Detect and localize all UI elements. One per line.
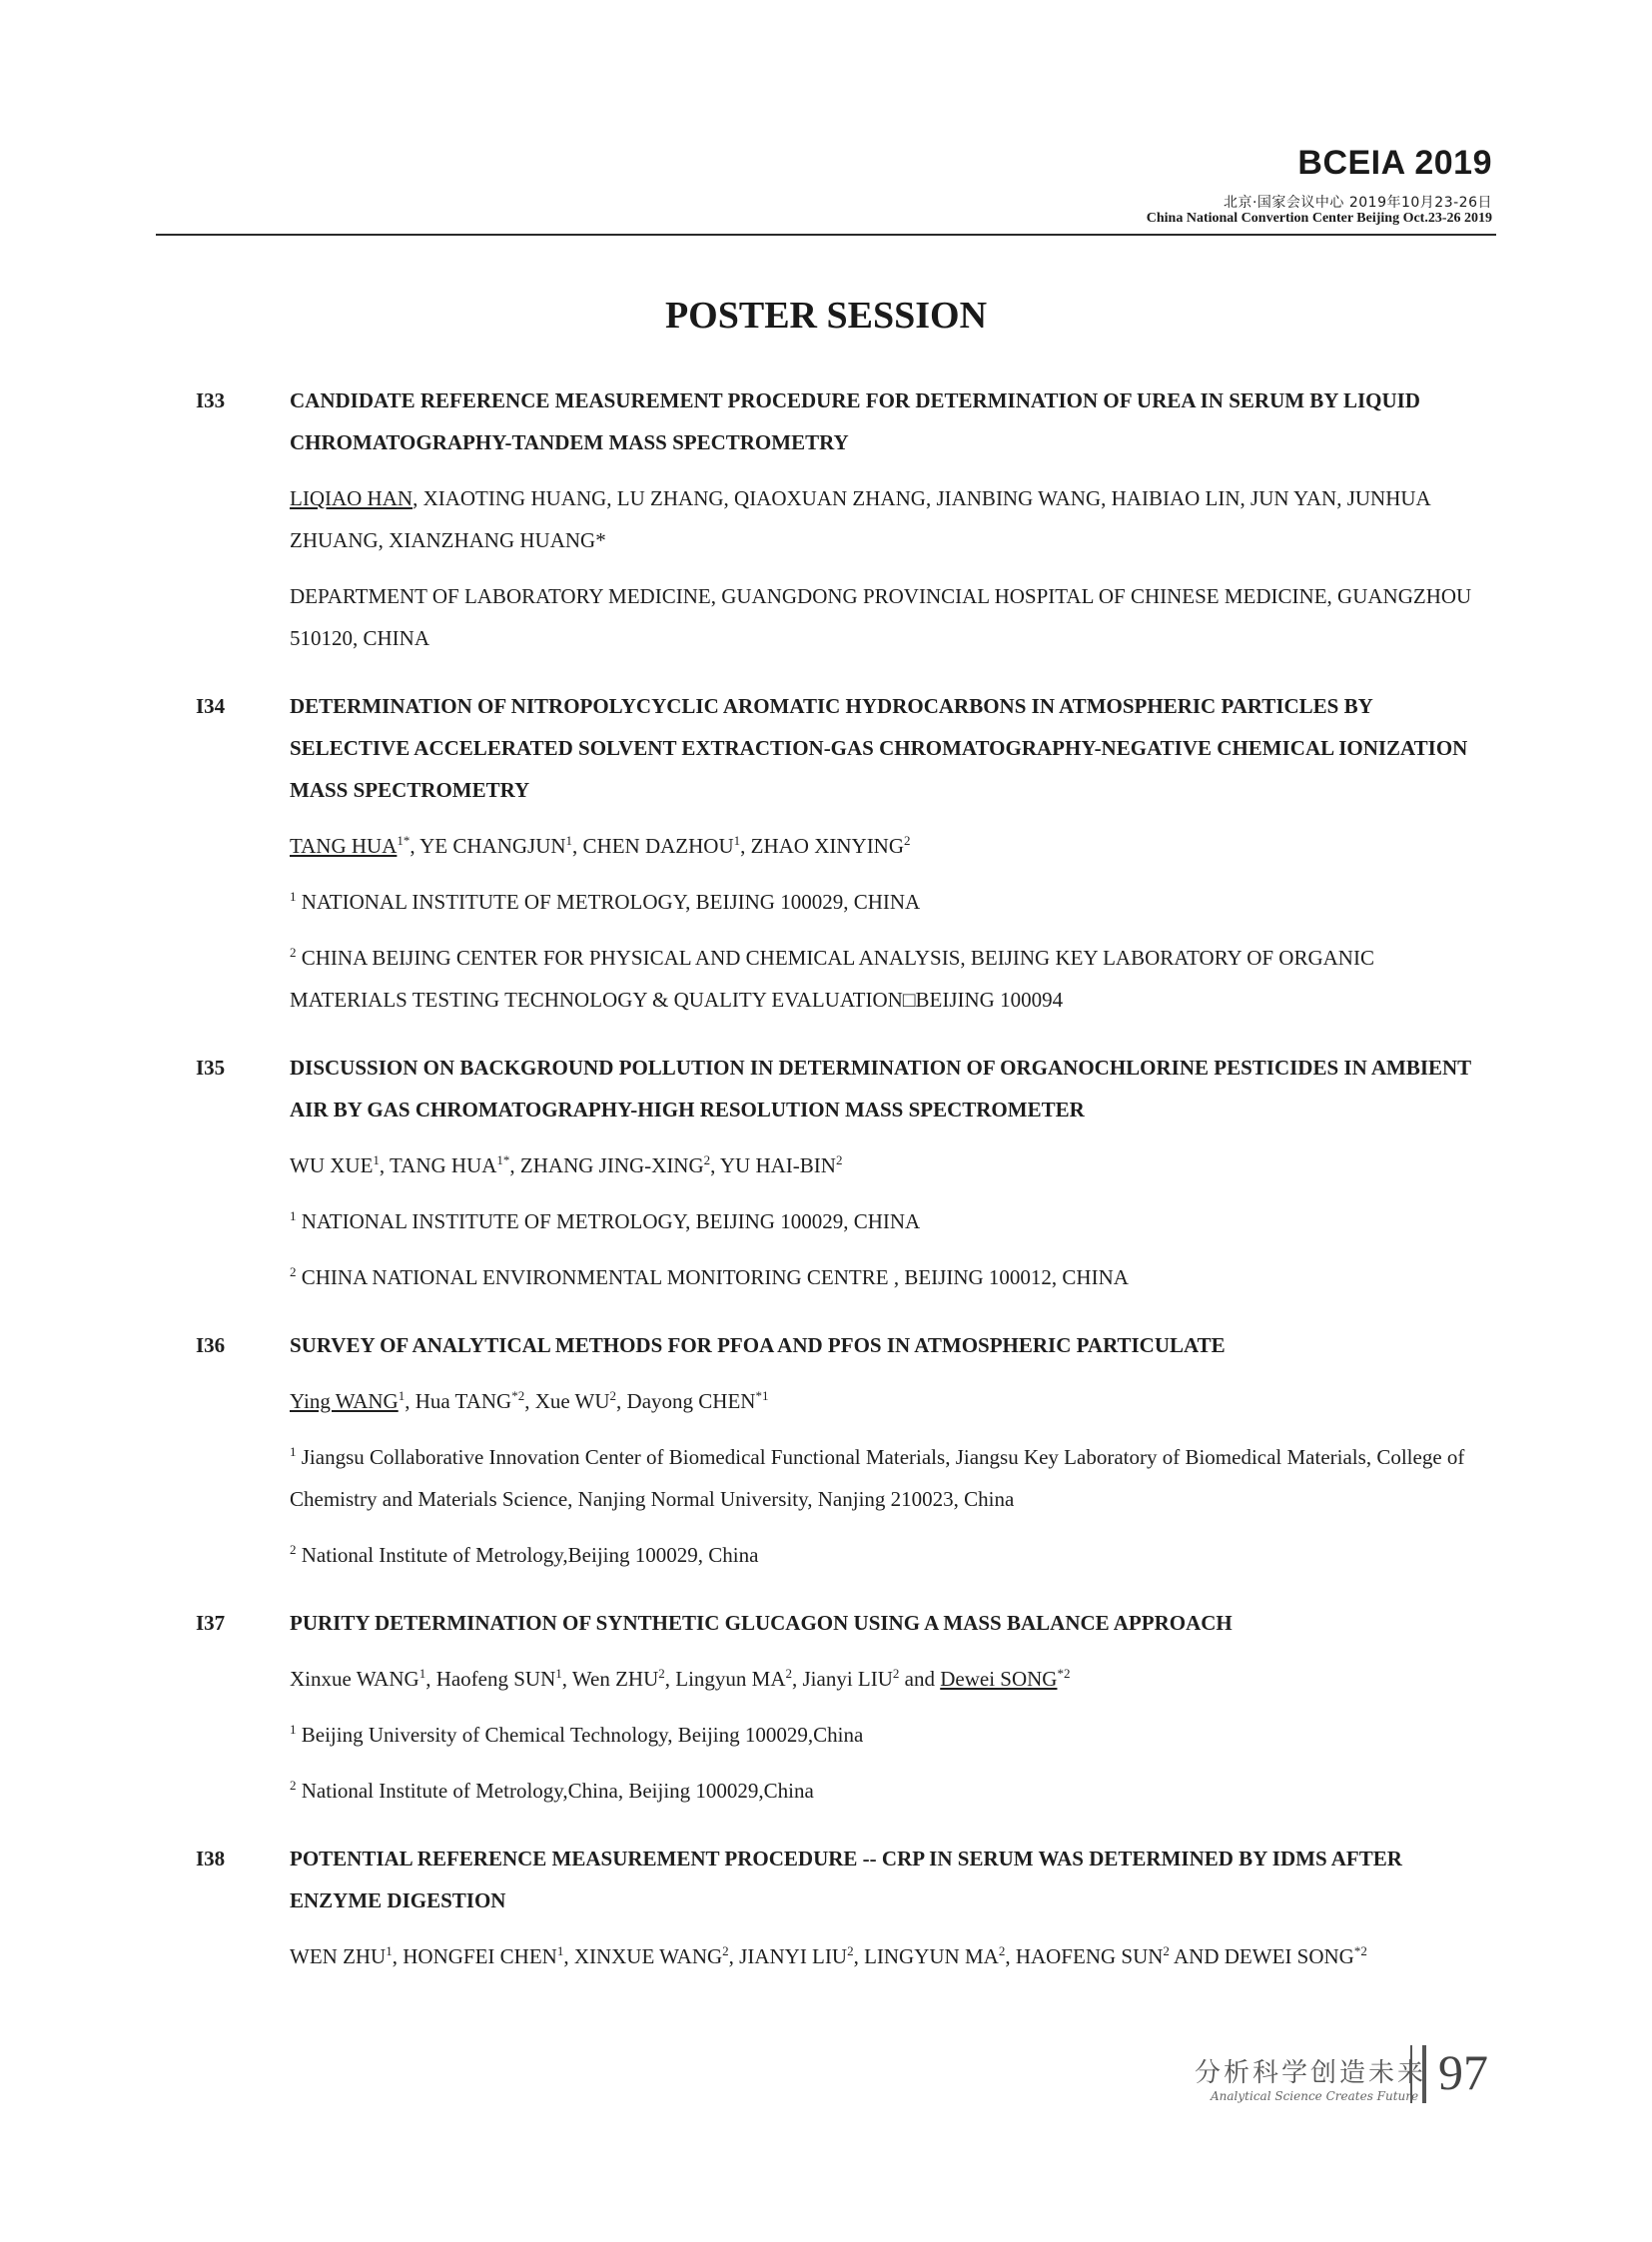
- author-name: Haofeng SUN: [435, 1667, 556, 1691]
- author-separator: ,: [405, 1389, 415, 1413]
- author-name: YU HAI-BIN: [719, 1153, 836, 1177]
- entry-id: I37: [196, 1611, 226, 1635]
- author-superscript: 2: [785, 1666, 792, 1681]
- author-separator: ,: [925, 486, 937, 510]
- author-separator: ,: [1101, 486, 1112, 510]
- poster-entry: [196, 685, 1494, 1035]
- author-name: XIAOTING HUANG: [422, 486, 607, 510]
- author-list: [290, 1935, 1494, 1977]
- author-name: WEN ZHU: [290, 1944, 387, 1968]
- affiliation-superscript: 2: [290, 1264, 297, 1279]
- header-venue-cn: 北京·国家会议中心 2019年10月23-26日: [1223, 195, 1492, 211]
- entry-id: I34: [196, 694, 226, 718]
- author-name: HONGFEI CHEN: [403, 1944, 557, 1968]
- affiliation-text: National Institute of Metrology,Beijing 100029, China: [301, 1543, 759, 1567]
- author-list: [290, 1658, 1494, 1700]
- affiliation-text: NATIONAL INSTITUTE OF METROLOGY, BEIJING 100029, CHINA: [301, 1209, 921, 1233]
- author-superscript: 2: [847, 1943, 854, 1958]
- author-name: WU XUE: [290, 1153, 374, 1177]
- author-name: Hua TANG: [414, 1389, 512, 1413]
- author-superscript: 2: [703, 1152, 711, 1167]
- author-list: [290, 477, 1494, 561]
- affiliation: [290, 575, 1494, 659]
- affiliation: [290, 1534, 1494, 1576]
- affiliation-text: CHINA NATIONAL ENVIRONMENTAL MONITORING CENTRE , BEIJING 100012, CHINA: [301, 1265, 1129, 1289]
- author-separator: ,: [509, 1153, 520, 1177]
- author-superscript: 2: [609, 1388, 617, 1403]
- author-superscript: 1: [418, 1666, 426, 1681]
- author-name: ZHAO XINYING: [750, 834, 905, 858]
- author-name: Dayong CHEN: [626, 1389, 756, 1413]
- header-venue-en: China National Convertion Center Beijing Oct.23-26 2019: [1146, 211, 1492, 226]
- author-name: Xinxue WANG: [290, 1667, 419, 1691]
- author-name: Wen ZHU: [571, 1667, 659, 1691]
- author-separator: ,: [740, 834, 751, 858]
- author-superscript: 2: [835, 1152, 843, 1167]
- author-name: XIANZHANG HUANG*: [389, 528, 606, 552]
- author-superscript: 2: [658, 1666, 665, 1681]
- poster-entry: [196, 379, 1494, 673]
- author-superscript: *1: [755, 1388, 769, 1403]
- author-name: JIANBING WANG: [936, 486, 1102, 510]
- affiliation-superscript: 1: [290, 1208, 297, 1223]
- entry-title: CANDIDATE REFERENCE MEASUREMENT PROCEDURE FOR DETERMINATION OF UREA IN SERUM BY LIQUID CHROMATOGRAPHY-TANDEM MASS SPECTROMETRY: [290, 388, 1420, 454]
- author-name: ZHANG JING-XING: [519, 1153, 704, 1177]
- affiliation: [290, 1200, 1494, 1242]
- author-superscript: 1*: [397, 833, 411, 848]
- author-name: Dewei SONG: [940, 1667, 1058, 1691]
- poster-entry: [196, 1602, 1494, 1826]
- entry-id: I35: [196, 1056, 226, 1080]
- author-superscript: *2: [511, 1388, 525, 1403]
- page-title: POSTER SESSION: [664, 295, 988, 337]
- poster-entry: [196, 1838, 1494, 1991]
- affiliation-superscript: 1: [290, 889, 297, 904]
- author-separator: ,: [524, 1389, 535, 1413]
- header-rule: [156, 234, 1496, 236]
- author-name: XINXUE WANG: [573, 1944, 723, 1968]
- poster-entry: [196, 1047, 1494, 1312]
- author-name: TANG HUA: [290, 834, 398, 858]
- author-name: CHEN DAZHOU: [582, 834, 734, 858]
- author-superscript: 2: [722, 1943, 729, 1958]
- author-name: JUNHUA ZHUANG: [290, 486, 1430, 552]
- author-name: JIANYI LIU: [739, 1944, 848, 1968]
- author-superscript: 2: [1163, 1943, 1170, 1958]
- affiliation-text: CHINA BEIJING CENTER FOR PHYSICAL AND CHEMICAL ANALYSIS, BEIJING KEY LABORATORY OF ORGANIC MATERIALS TESTING TECHNOLOGY & QUALITY EVALUATION□BEIJING 100094: [290, 946, 1374, 1012]
- author-separator: ,: [728, 1944, 740, 1968]
- affiliation-superscript: 2: [290, 1778, 297, 1793]
- author-name: Lingyun MA: [675, 1667, 786, 1691]
- entries-list: [196, 379, 1494, 2003]
- author-separator: ,: [572, 834, 583, 858]
- entry-title: SURVEY OF ANALYTICAL METHODS FOR PFOA AND PFOS IN ATMOSPHERIC PARTICULATE: [290, 1333, 1226, 1357]
- author-separator: ,: [425, 1667, 436, 1691]
- author-name: QIAOXUAN ZHANG: [734, 486, 926, 510]
- author-separator: ,: [379, 1153, 391, 1177]
- author-separator: ,: [616, 1389, 627, 1413]
- affiliation-superscript: 2: [290, 1542, 297, 1557]
- entry-body: [290, 1838, 1494, 1991]
- author-separator: ,: [378, 528, 390, 552]
- affiliation-superscript: 1: [290, 1722, 297, 1737]
- footer-slogan-en: Analytical Science Creates Future: [1211, 2089, 1419, 2103]
- author-separator: ,: [561, 1667, 572, 1691]
- affiliation: [290, 1770, 1494, 1812]
- entry-id: I33: [196, 388, 226, 412]
- author-name: YE CHANGJUN: [419, 834, 566, 858]
- affiliation-superscript: 2: [290, 945, 297, 960]
- affiliation: [290, 1436, 1494, 1520]
- author-separator: ,: [392, 1944, 404, 1968]
- author-separator: ,: [413, 486, 423, 510]
- entry-body: [290, 1602, 1494, 1826]
- author-list: [290, 825, 1494, 867]
- author-superscript: 1: [398, 1388, 406, 1403]
- author-separator: ,: [606, 486, 617, 510]
- author-name: HAOFENG SUN: [1015, 1944, 1164, 1968]
- affiliation-text: National Institute of Metrology,China, Beijing 100029,China: [301, 1779, 814, 1803]
- author-superscript: 1*: [496, 1152, 510, 1167]
- author-name: Ying WANG: [290, 1389, 399, 1413]
- author-separator: ,: [853, 1944, 865, 1968]
- author-name: LU ZHANG: [616, 486, 724, 510]
- author-separator: ,: [723, 486, 735, 510]
- poster-entry: [196, 1324, 1494, 1590]
- affiliation-superscript: 1: [290, 1444, 297, 1459]
- affiliation-text: NATIONAL INSTITUTE OF METROLOGY, BEIJING 100029, CHINA: [301, 890, 921, 914]
- author-superscript: 1: [555, 1666, 562, 1681]
- author-superscript: 1: [565, 833, 573, 848]
- author-superscript: 1: [373, 1152, 380, 1167]
- author-name: LIQIAO HAN: [290, 486, 413, 510]
- affiliation: [290, 881, 1494, 923]
- entry-body: [290, 1047, 1494, 1312]
- affiliation: [290, 1256, 1494, 1298]
- author-separator: AND: [1169, 1944, 1225, 1968]
- footer-divider: [1410, 2045, 1426, 2103]
- affiliation: [290, 1714, 1494, 1756]
- author-superscript: 1: [556, 1943, 564, 1958]
- entry-title: DETERMINATION OF NITROPOLYCYCLIC AROMATIC HYDROCARBONS IN ATMOSPHERIC PARTICLES BY SELECTIVE ACCELERATED SOLVENT EXTRACTION-GAS CHROMATOGRAPHY-NEGATIVE CHEMICAL IONIZATION MASS SPECTROMETRY: [290, 694, 1468, 802]
- entry-title: PURITY DETERMINATION OF SYNTHETIC GLUCAGON USING A MASS BALANCE APPROACH: [290, 1611, 1233, 1635]
- entry-title: DISCUSSION ON BACKGROUND POLLUTION IN DETERMINATION OF ORGANOCHLORINE PESTICIDES IN AMBIENT AIR BY GAS CHROMATOGRAPHY-HIGH RESOLUTION MASS SPECTROMETER: [290, 1056, 1471, 1121]
- author-name: TANG HUA: [390, 1153, 497, 1177]
- author-separator: ,: [792, 1667, 803, 1691]
- entry-id: I38: [196, 1847, 226, 1870]
- author-separator: ,: [410, 834, 420, 858]
- affiliation-text: Beijing University of Chemical Technology, Beijing 100029,China: [301, 1723, 864, 1747]
- affiliation-text: DEPARTMENT OF LABORATORY MEDICINE, GUANGDONG PROVINCIAL HOSPITAL OF CHINESE MEDICINE, GUANGZHOU 510120, CHINA: [290, 584, 1472, 650]
- author-name: HAIBIAO LIN: [1111, 486, 1240, 510]
- author-separator: ,: [563, 1944, 574, 1968]
- author-name: LINGYUN MA: [864, 1944, 999, 1968]
- author-separator: and: [899, 1667, 941, 1691]
- author-name: DEWEI SONG: [1224, 1944, 1354, 1968]
- author-superscript: *2: [1057, 1666, 1071, 1681]
- header-brand: BCEIA 2019: [1297, 144, 1492, 182]
- entry-body: [290, 1324, 1494, 1590]
- entry-body: [290, 685, 1494, 1035]
- author-name: Xue WU: [534, 1389, 610, 1413]
- entry-body: [290, 379, 1494, 673]
- entry-id: I36: [196, 1333, 226, 1357]
- author-superscript: 2: [892, 1666, 900, 1681]
- author-separator: ,: [664, 1667, 676, 1691]
- author-superscript: 2: [998, 1943, 1006, 1958]
- author-superscript: 1: [733, 833, 741, 848]
- affiliation-text: Jiangsu Collaborative Innovation Center of Biomedical Functional Materials, Jiangsu Key Laboratory of Biomedical Materials, College of Chemistry and Materials Science, Nanjing Normal University, Nanjing 210023, China: [290, 1445, 1465, 1511]
- author-separator: ,: [1239, 486, 1251, 510]
- author-list: [290, 1144, 1494, 1186]
- author-superscript: *2: [1353, 1943, 1367, 1958]
- author-list: [290, 1380, 1494, 1422]
- author-separator: ,: [1005, 1944, 1016, 1968]
- author-separator: ,: [1336, 486, 1347, 510]
- footer-slogan-cn: 分析科学创造未来: [1195, 2058, 1427, 2088]
- page-number: 97: [1438, 2044, 1488, 2100]
- affiliation: [290, 937, 1494, 1021]
- author-superscript: 2: [904, 833, 911, 848]
- author-superscript: 1: [386, 1943, 393, 1958]
- author-name: Jianyi LIU: [802, 1667, 893, 1691]
- author-separator: ,: [710, 1153, 720, 1177]
- entry-title: POTENTIAL REFERENCE MEASUREMENT PROCEDURE -- CRP IN SERUM WAS DETERMINED BY IDMS AFTER ENZYME DIGESTION: [290, 1847, 1402, 1912]
- author-name: JUN YAN: [1250, 486, 1337, 510]
